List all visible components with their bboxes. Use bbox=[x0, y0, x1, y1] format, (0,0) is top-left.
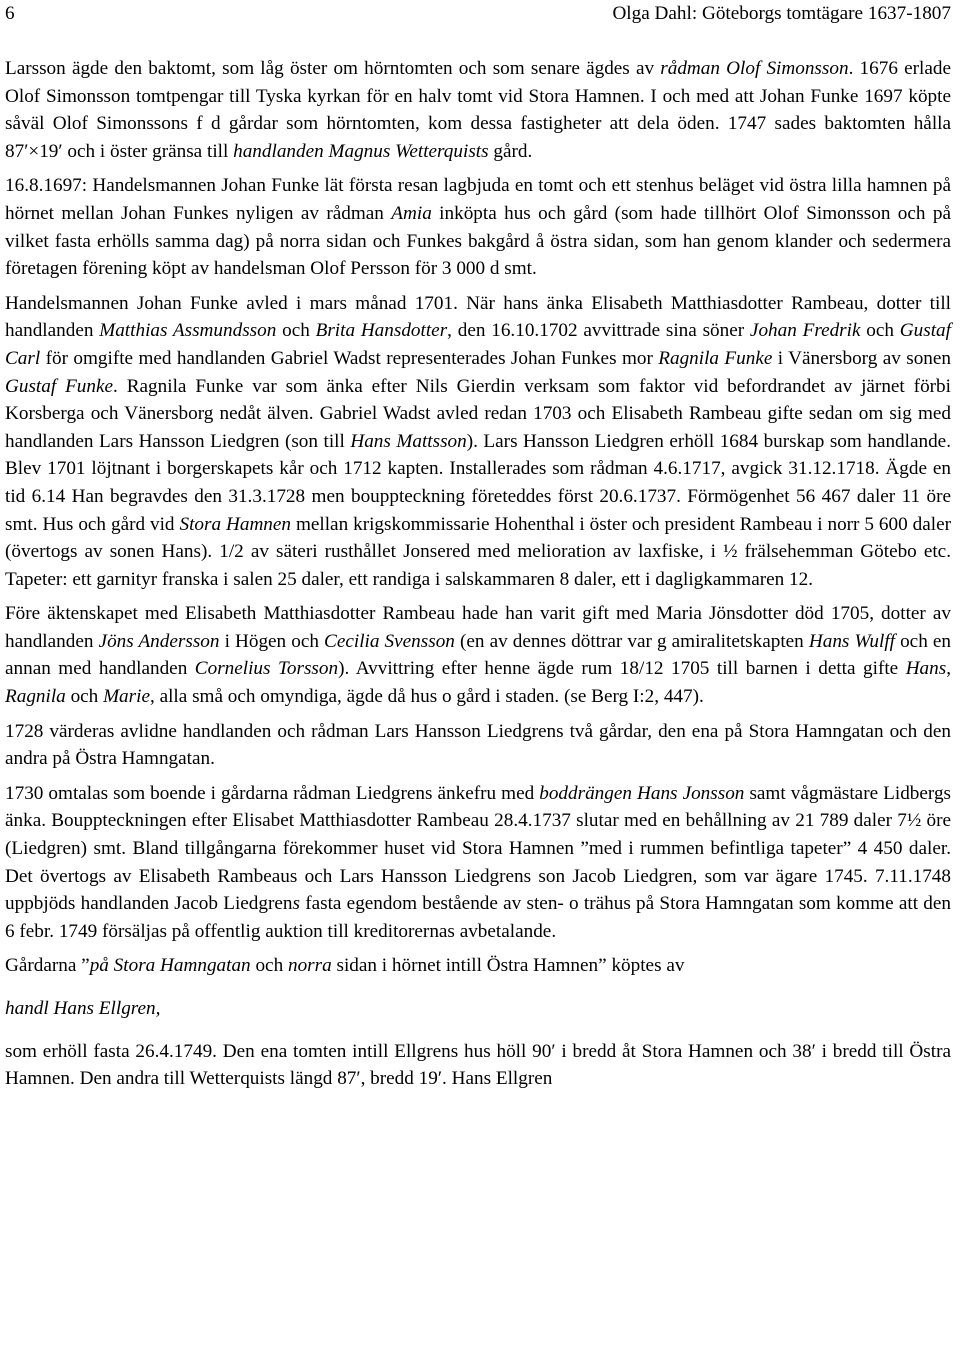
italic-text: boddrängen Hans Jonsson bbox=[539, 782, 745, 804]
text-run: fasta egendom bestående av sten- o trähus på Stora Hamngatan som komme att den 6 febr. 1749 försäljas på offentlig auktion till kreditorernas avbetalande. bbox=[5, 893, 951, 942]
text-run: och bbox=[860, 320, 900, 342]
italic-text: s bbox=[292, 893, 300, 915]
paragraph bbox=[5, 995, 951, 1023]
text-run: samt vågmästare Lidbergs änka. Bouppteckningen efter Elisabet Matthiasdotter Rambeau 28.4.1737 slutar med en behållning av 21 789 daler 7½ öre (Liedgren) smt. Bland tillgångarna förekommer huset vid Stora Hamnen ”med i rummen befintliga tapeter” 4 450 daler. Det övertogs av Elisabeth Rambeaus och Lars Hansson Liedgrens son Jacob Liedgren, som var ägare 1745. 7.11.1748 uppbjöds handlanden Jacob Liedgren bbox=[5, 782, 952, 915]
paragraph bbox=[5, 55, 951, 165]
text-run: mellan krigskommissarie Hohenthal i öster och president Rambeau i norr 5 600 daler (övertogs av sonen Hans). 1/2 av säteri rusthållet Jonsered med melioration av laxfiske, i ½ frälsehemman Götebo etc. Tapeter: ett garnityr franska i salen 25 daler, ett randiga i salskammaren 8 daler, ett i dagligkammaren 12. bbox=[5, 513, 951, 590]
text-run: inköpta hus och gård (som hade tillhört Olof Simonsson och på vilket fasta erhölls samma dag) på norra sidan och Funkes bakgård å östra sidan, som han genom klander och sedermera företagen förening köpt av handelsman Olof Persson för 3 000 d smt. bbox=[5, 202, 951, 280]
page-number: 6 bbox=[5, 3, 15, 24]
italic-text: Hans Wulff bbox=[808, 630, 895, 652]
paragraph bbox=[5, 780, 951, 946]
italic-text: handlanden Magnus Wetterquists bbox=[233, 140, 489, 162]
italic-text: norra bbox=[287, 955, 332, 977]
text-run: gård. bbox=[488, 140, 533, 162]
text-run: och bbox=[250, 955, 288, 977]
text-run: , den 16.10.1702 avvittrade sina söner bbox=[447, 320, 750, 342]
italic-text: Johan Fredrik bbox=[749, 320, 861, 342]
text-run: och en annan med handlanden bbox=[5, 630, 951, 680]
text-run: och bbox=[276, 320, 316, 342]
italic-text: Gustaf Funke bbox=[5, 375, 114, 397]
italic-text: Marie bbox=[103, 686, 150, 708]
text-run: i Högen och bbox=[219, 630, 325, 652]
italic-text: Ragnila bbox=[5, 686, 66, 708]
text-run: för omgifte med handlanden Gabriel Wadst representerades Johan Funkes mor bbox=[40, 347, 659, 369]
text-run: (en av dennes döttrar var g amiralitetskapten bbox=[454, 630, 809, 652]
text-run: som erhöll fasta 26.4.1749. Den ena tomten intill Ellgrens hus höll 90′ i bredd åt Stora Hamnen och 38′ i bredd till Östra Hamnen. Den andra till Wetterquists längd 87′, bredd 19′. Hans Ellgren bbox=[5, 1040, 951, 1090]
text-run: Larsson ägde den baktomt, som låg öster om hörntomten och som senare ägdes av bbox=[5, 58, 661, 79]
italic-text: rådman Olof Simonsson bbox=[660, 58, 849, 79]
body-text bbox=[5, 55, 951, 1100]
italic-text: Cornelius Torsson bbox=[194, 658, 339, 680]
paragraph bbox=[5, 600, 951, 710]
italic-text: Hans Mattsson bbox=[350, 430, 467, 452]
italic-text: Ragnila Funke bbox=[658, 347, 773, 369]
paragraph bbox=[5, 172, 951, 282]
text-run: Före äktenskapet med Elisabeth Matthiasdotter Rambeau hade han varit gift med Maria Jönsdotter död 1705, dotter av handlanden bbox=[5, 603, 951, 652]
text-run: 1728 värderas avlidne handlanden och rådman Lars Hansson Liedgrens två gårdar, den ena på Stora Hamngatan och den andra på Östra Hamngatan. bbox=[5, 720, 951, 770]
text-run: 1730 omtalas som boende i gårdarna rådman Liedgrens änkefru med bbox=[5, 782, 540, 804]
text-run: i Vänersborg av sonen bbox=[772, 347, 951, 369]
text-run: ). Lars Hansson Liedgren erhöll 1684 burskap som handlande. Blev 1701 löjtnant i borgerskapets kår och 1712 kapten. Installerades som rådman 4.6.1717, avgick 31.12.1718. Ägde en tid 6.14 Han begravdes den 31.3.1728 men bouppteckning företeddes först 20.6.1737. Förmögenhet 56 467 daler 11 öre smt. Hus och gård vid bbox=[5, 430, 951, 535]
running-title: Olga Dahl: Göteborgs tomtägare 1637-1807 bbox=[612, 3, 951, 24]
text-run: , bbox=[946, 658, 951, 680]
text-run: ). Avvittring efter henne ägde rum 18/12 1705 till barnen i detta gifte bbox=[338, 658, 906, 680]
page-header bbox=[5, 0, 951, 26]
paragraph bbox=[5, 718, 951, 773]
italic-text: handl Hans Ellgren, bbox=[5, 998, 161, 1019]
italic-text: Matthias Assmundsson bbox=[99, 320, 277, 342]
italic-text: på Stora Hamngatan bbox=[89, 955, 251, 977]
text-run: 16.8.1697: Handelsmannen Johan Funke lät första resan lagbjuda en tomt och ett stenhus beläget vid östra lilla hamnen på hörnet mellan Johan Funkes nyligen av rådman bbox=[5, 175, 951, 224]
text-run: Gårdarna ” bbox=[5, 955, 90, 977]
italic-text: Cecilia Svensson bbox=[324, 630, 455, 652]
italic-text: Amia bbox=[391, 202, 432, 224]
paragraph bbox=[5, 290, 951, 594]
text-run: och bbox=[65, 686, 104, 708]
paragraph bbox=[5, 1038, 951, 1093]
italic-text: Stora Hamnen bbox=[179, 513, 292, 535]
italic-text: Jöns Andersson bbox=[98, 630, 220, 652]
italic-text: Gustaf Carl bbox=[5, 320, 951, 369]
text-run: Handelsmannen Johan Funke avled i mars månad 1701. När hans änka Elisabeth Matthiasdotter Rambeau, dotter till handlanden bbox=[5, 292, 951, 342]
text-run: sidan i hörnet intill Östra Hamnen” köptes av bbox=[331, 955, 685, 977]
text-run: . Ragnila Funke var som änka efter Nils Gierdin verksam som faktor vid befordrandet av järnet förbi Korsberga och Vänersborg nedåt älven. Gabriel Wadst avled redan 1703 och Elisabeth Rambeau gifte sedan om sig med handlanden Lars Hansson Liedgren (son till bbox=[5, 375, 951, 452]
paragraph bbox=[5, 952, 951, 980]
italic-text: Hans bbox=[905, 658, 947, 680]
italic-text: Brita Hansdotter bbox=[315, 320, 448, 342]
text-run: , alla små och omyndiga, ägde då hus o gård i staden. (se Berg I:2, 447). bbox=[149, 686, 704, 708]
text-run: . 1676 erlade Olof Simonsson tomtpengar till Tyska kyrkan för en halv tomt vid Stora Hamnen. I och med att Johan Funke 1697 köpte såväl Olof Simonssons f d gårdar som hörntomten, kom dessa fastigheter att dela öden. 1747 sades baktomten hålla 87′×19′ och i öster gränsa till bbox=[5, 58, 951, 162]
